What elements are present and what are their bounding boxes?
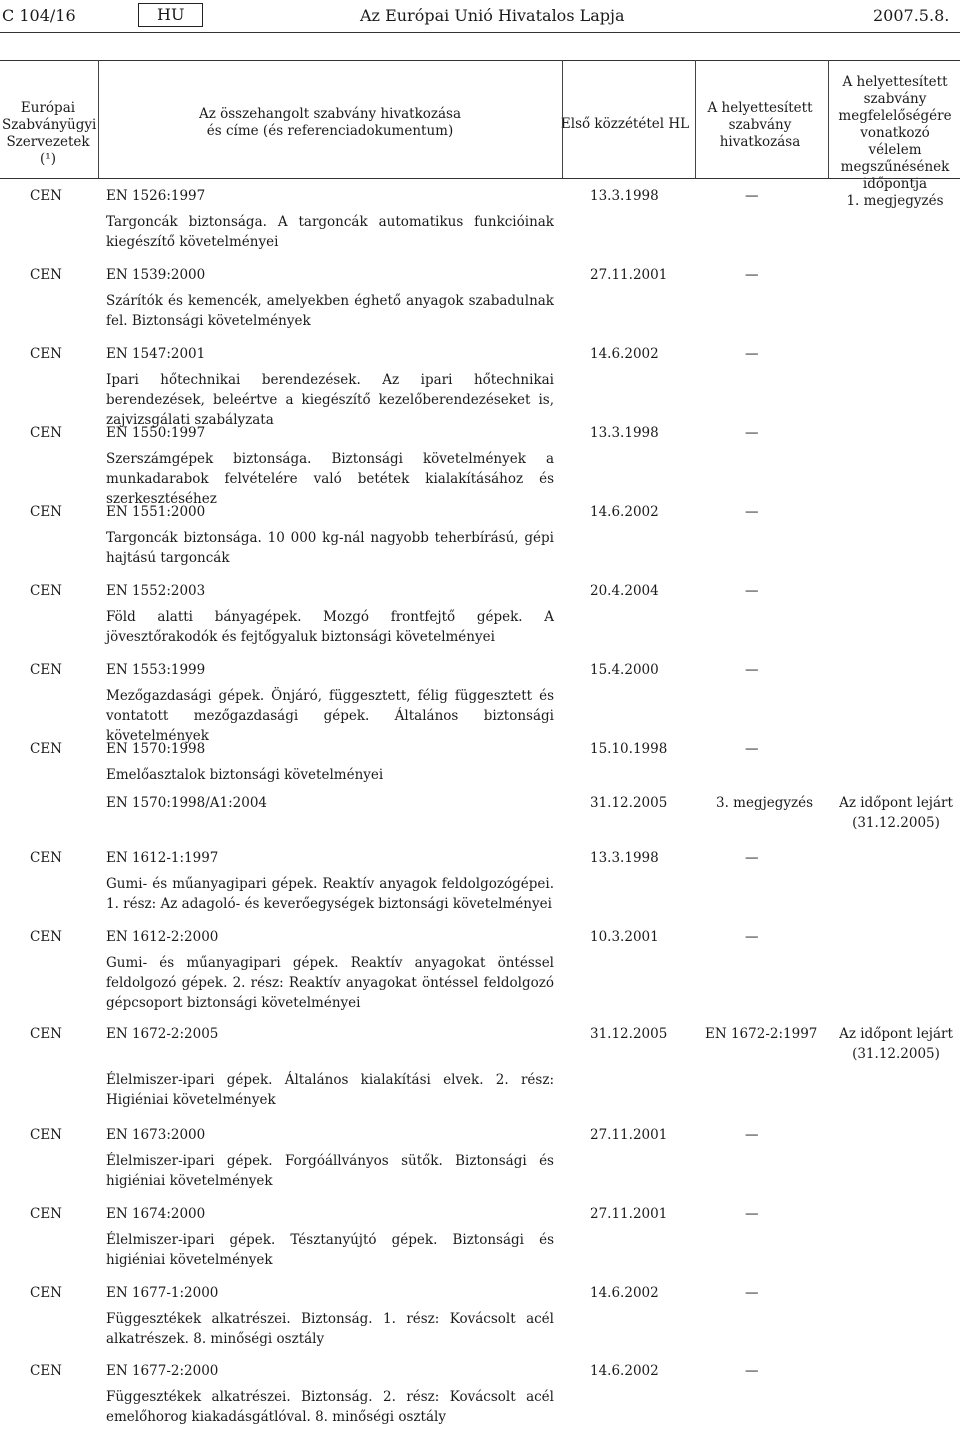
row-replaced: — xyxy=(745,188,759,204)
page-number: C 104/16 xyxy=(2,6,76,25)
row-replaced: 3. megjegyzés xyxy=(716,795,814,811)
row-date: 10.3.2001 xyxy=(590,929,659,945)
row-date: 14.6.2002 xyxy=(590,1285,659,1301)
row-organisation: CEN xyxy=(30,1206,62,1222)
row-date: 15.10.1998 xyxy=(590,741,668,757)
row-replaced: — xyxy=(745,425,759,441)
row-reference: EN 1552:2003 xyxy=(106,583,206,599)
col-header-cess-note: 1. megjegyzés xyxy=(846,193,944,209)
row-replaced: EN 1672-2:1997 xyxy=(705,1026,818,1042)
header-bottom-rule xyxy=(0,178,960,179)
row-organisation: CEN xyxy=(30,188,62,204)
row-reference: EN 1672-2:2005 xyxy=(106,1026,219,1042)
language-code: HU xyxy=(138,3,203,27)
row-replaced: — xyxy=(745,1363,759,1379)
row-organisation: CEN xyxy=(30,504,62,520)
col-separator xyxy=(562,60,563,178)
row-organisation: CEN xyxy=(30,929,62,945)
row-title: Szerszámgépek biztonsága. Biztonsági követelmények a munkadarabok felvételére való betétek kialakításához és szerkesztéséhez xyxy=(106,451,554,507)
row-date: 13.3.1998 xyxy=(590,850,659,866)
row-reference: EN 1612-1:1997 xyxy=(106,850,219,866)
row-reference: EN 1539:2000 xyxy=(106,267,206,283)
row-date: 20.4.2004 xyxy=(590,583,659,599)
row-title: Targoncák biztonsága. 10 000 kg-nál nagyobb teherbírású, gépi hajtású targoncák xyxy=(106,530,554,566)
col-header-cess-text: A helyettesített szabvány megfelelőségére vonatkozó vélelem megszűnésének időpontja xyxy=(838,74,952,192)
row-replaced: — xyxy=(745,1206,759,1222)
row-title: Szárítók és kemencék, amelyekben éghető anyagok szabadulnak fel. Biztonsági követelmények xyxy=(106,293,554,329)
row-reference: EN 1550:1997 xyxy=(106,425,206,441)
row-title: Emelőasztalok biztonsági követelményei xyxy=(106,767,384,783)
row-title: Élelmiszer-ipari gépek. Forgóállványos sütők. Biztonsági és higiéniai követelmények xyxy=(106,1153,554,1189)
col-separator xyxy=(828,60,829,178)
row-organisation: CEN xyxy=(30,583,62,599)
row-date: 31.12.2005 xyxy=(590,1026,668,1042)
row-title: Függesztékek alkatrészei. Biztonság. 1. rész: Kovácsolt acél alkatrészek. 8. minőségi osztály xyxy=(106,1311,554,1347)
row-date: 27.11.2001 xyxy=(590,1127,668,1143)
row-reference: EN 1570:1998/A1:2004 xyxy=(106,795,268,811)
row-date: 14.6.2002 xyxy=(590,504,659,520)
page-header xyxy=(0,0,960,30)
col-header-repl: A helyettesített szabvány hivatkozása xyxy=(707,100,813,150)
row-organisation: CEN xyxy=(30,1026,62,1042)
row-title: Targoncák biztonsága. A targoncák automatikus funkcióinak kiegészítő követelményei xyxy=(106,214,554,250)
col-header-ref: Az összehangolt szabvány hivatkozása és címe (és referenciadokumentum) xyxy=(198,106,462,139)
col-header-date: Első közzététel HL xyxy=(560,116,690,132)
row-replaced: — xyxy=(745,850,759,866)
journal-title: Az Európai Unió Hivatalos Lapja xyxy=(360,6,625,25)
row-organisation: CEN xyxy=(30,662,62,678)
row-title: Mezőgazdasági gépek. Önjáró, függesztett, félig függesztett és vontatott mezőgazdasági gépek. Általános biztonsági követelmények xyxy=(106,688,554,744)
row-replaced: — xyxy=(745,504,759,520)
row-title: Föld alatti bányagépek. Mozgó frontfejtő gépek. A jövesztőrakodók és fejtőgyaluk biztonsági követelményei xyxy=(106,609,554,645)
row-replaced: — xyxy=(745,662,759,678)
row-date: 13.3.1998 xyxy=(590,425,659,441)
row-organisation: CEN xyxy=(30,1127,62,1143)
row-organisation: CEN xyxy=(30,346,62,362)
col-separator xyxy=(695,60,696,178)
row-cessation: Az időpont lejárt (31.12.2005) xyxy=(839,1026,953,1062)
row-reference: EN 1673:2000 xyxy=(106,1127,206,1143)
row-reference: EN 1553:1999 xyxy=(106,662,206,678)
row-organisation: CEN xyxy=(30,1363,62,1379)
row-title: Gumi- és műanyagipari gépek. Reaktív anyagok feldolgozógépei. 1. rész: Az adagoló- és keverőegységek biztonsági követelményei xyxy=(106,876,554,912)
row-title: Ipari hőtechnikai berendezések. Az ipari hőtechnikai berendezések, beleértve a kiegészítő kezelőberendezéseket is, zajvizsgálati szabályzata xyxy=(106,372,554,428)
row-replaced: — xyxy=(745,346,759,362)
row-replaced: — xyxy=(745,1285,759,1301)
header-rule xyxy=(0,32,960,33)
row-reference: EN 1526:1997 xyxy=(106,188,206,204)
row-date: 14.6.2002 xyxy=(590,1363,659,1379)
row-organisation: CEN xyxy=(30,741,62,757)
row-cessation: Az időpont lejárt (31.12.2005) xyxy=(839,795,953,831)
row-organisation: CEN xyxy=(30,425,62,441)
col-header-org: Európai Szabványügyi Szervezetek (¹) xyxy=(2,100,97,167)
row-reference: EN 1551:2000 xyxy=(106,504,206,520)
row-organisation: CEN xyxy=(30,850,62,866)
row-replaced: — xyxy=(745,929,759,945)
row-reference: EN 1612-2:2000 xyxy=(106,929,219,945)
row-title: Élelmiszer-ipari gépek. Tésztanyújtó gépek. Biztonsági és higiéniai követelmények xyxy=(106,1232,554,1268)
row-replaced: — xyxy=(745,583,759,599)
row-organisation: CEN xyxy=(30,267,62,283)
row-reference: EN 1547:2001 xyxy=(106,346,206,362)
row-reference: EN 1570:1998 xyxy=(106,741,206,757)
row-title: Élelmiszer-ipari gépek. Általános kialakítási elvek. 2. rész: Higiéniai követelmények xyxy=(106,1072,554,1108)
row-replaced: — xyxy=(745,1127,759,1143)
row-title: Függesztékek alkatrészei. Biztonság. 2. rész: Kovácsolt acél emelőhorog kiakadásgátlóval. 8. minőségi osztály xyxy=(106,1389,554,1425)
row-date: 15.4.2000 xyxy=(590,662,659,678)
publication-date: 2007.5.8. xyxy=(873,6,950,25)
row-title: Gumi- és műanyagipari gépek. Reaktív anyagokat öntéssel feldolgozó gépek. 2. rész: Reaktív anyagokat öntéssel feldolgozó gépcsoport biztonsági követelményei xyxy=(106,955,554,1011)
col-separator xyxy=(98,60,99,178)
row-reference: EN 1677-1:2000 xyxy=(106,1285,219,1301)
row-replaced: — xyxy=(745,267,759,283)
row-date: 14.6.2002 xyxy=(590,346,659,362)
row-date: 27.11.2001 xyxy=(590,1206,668,1222)
table-top-rule xyxy=(0,60,960,61)
row-date: 27.11.2001 xyxy=(590,267,668,283)
row-date: 13.3.1998 xyxy=(590,188,659,204)
row-organisation: CEN xyxy=(30,1285,62,1301)
row-replaced: — xyxy=(745,741,759,757)
col-header-cess xyxy=(834,74,956,210)
row-reference: EN 1674:2000 xyxy=(106,1206,206,1222)
row-date: 31.12.2005 xyxy=(590,795,668,811)
row-reference: EN 1677-2:2000 xyxy=(106,1363,219,1379)
